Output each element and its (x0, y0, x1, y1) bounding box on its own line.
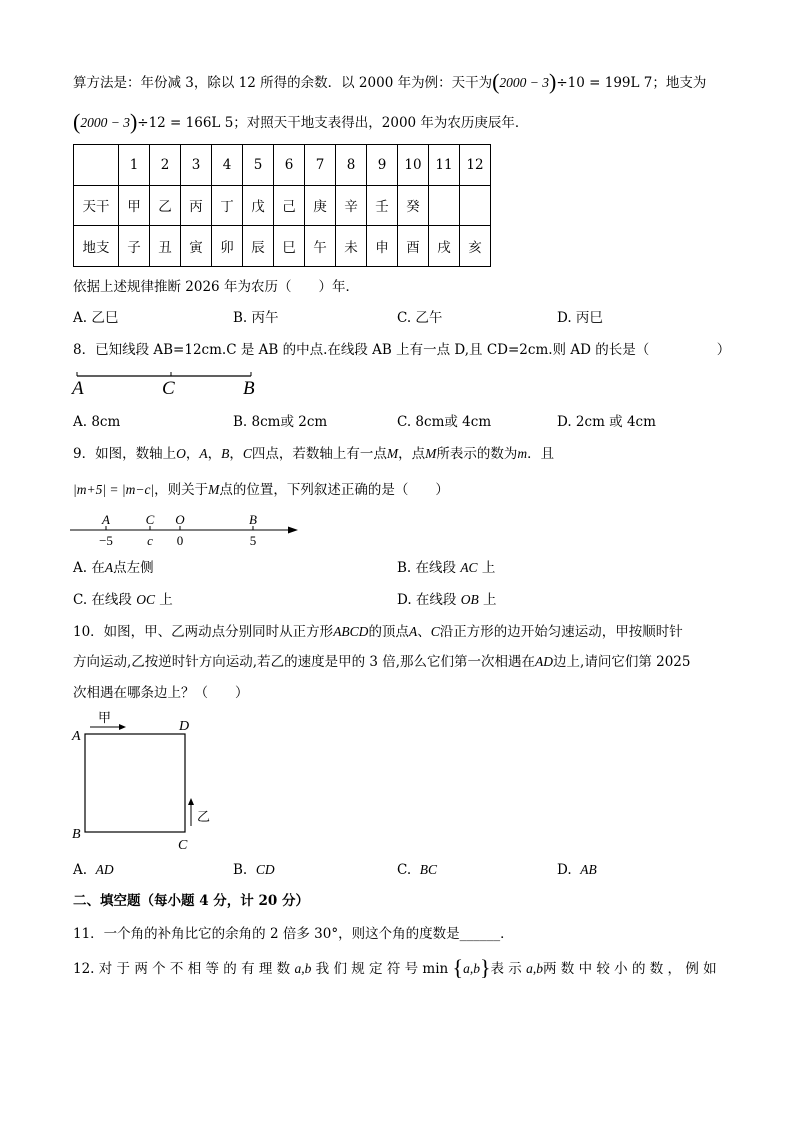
q10-line-1: 10．如图，甲、乙两动点分别同时从正方形ABCD的顶点A、C沿正方形的边开始匀速运动，甲按顺时针 (73, 624, 683, 640)
section-2-heading: 二、填空题（每小题 4 分，计 20 分） (73, 893, 309, 909)
q7-line1-rest: ÷10 = 199L 7；地支为 (556, 75, 707, 91)
q7-line-2: (2000 − 3)÷12 = 166L 5；对照天干地支表得出，2000 年为农历庚辰年． (73, 109, 529, 134)
axis-point-value: 0 (176, 533, 184, 548)
dizhi-cell: 卯 (212, 226, 243, 267)
header-cell: 7 (305, 145, 336, 186)
axis-point-value: −5 (99, 533, 113, 548)
q8-option-a[interactable]: A. 8cm (73, 414, 121, 430)
vertex-a: A (72, 729, 81, 744)
q10-option-b[interactable]: B. CD (233, 862, 275, 878)
q7-option-c[interactable]: C. 乙午 (397, 310, 443, 326)
q7-line1-prefix: 算方法是：年份减 3，除以 12 所得的余数．以 2000 年为例：天干为 (73, 75, 493, 91)
label-a: A (72, 378, 84, 398)
label-c: C (162, 378, 175, 398)
axis-point-letter: B (249, 512, 257, 527)
q7-line2-rest: ÷12 = 166L 5；对照天干地支表得出，2000 年为农历庚辰年． (137, 115, 529, 131)
q10-line-2: 方向运动,乙按逆时针方向运动,若乙的速度是甲的 3 倍,那么它们第一次相遇在AD边上,请问它们第 2025 (73, 654, 691, 670)
axis-point-letter: C (145, 512, 155, 527)
tiangan-cell: 丙 (181, 185, 212, 226)
q8-option-c[interactable]: C. 8cm或 4cm (397, 414, 492, 430)
q10-option-c[interactable]: C. BC (397, 862, 437, 878)
tiangan-cell: 壬 (367, 185, 398, 226)
header-cell: 3 (181, 145, 212, 186)
header-cell: 10 (398, 145, 429, 186)
q9-option-c[interactable]: C. 在线段 OC 上 (73, 592, 173, 608)
header-cell: 8 (336, 145, 367, 186)
header-cell: 5 (243, 145, 274, 186)
tiangan-cell: 癸 (398, 185, 429, 226)
square-abcd (85, 734, 185, 832)
dizhi-cell: 酉 (398, 226, 429, 267)
q7-option-b[interactable]: B. 丙午 (233, 310, 279, 326)
header-cell: 6 (274, 145, 305, 186)
table-row-tiangan (74, 185, 491, 226)
table-row-dizhi (74, 226, 491, 267)
q12-question: 12. 对 于 两 个 不 相 等 的 有 理 数 a,b 我 们 规 定 符 号 min {a,b}表 示 a,b两 数 中 较 小 的 数 ， 例 如 (73, 955, 717, 980)
vertex-c: C (178, 838, 188, 853)
dizhi-cell: 戌 (429, 226, 460, 267)
tiangan-cell: 乙 (150, 185, 181, 226)
tiangan-dizhi-table (73, 144, 491, 267)
tiangan-cell (429, 185, 460, 226)
vertex-b: B (72, 827, 81, 842)
label-yi: 乙 (197, 809, 211, 824)
tiangan-cell: 天干 (74, 185, 119, 226)
dizhi-cell: 寅 (181, 226, 212, 267)
header-cell: 4 (212, 145, 243, 186)
label-jia: 甲 (98, 710, 112, 725)
q10-square-figure (68, 706, 228, 856)
axis-point-value: c (147, 533, 153, 548)
q11-question: 11．一个角的补角比它的余角的 2 倍多 30°，则这个角的度数是______． (73, 926, 514, 942)
dizhi-cell: 未 (336, 226, 367, 267)
header-cell: 9 (367, 145, 398, 186)
tiangan-cell: 丁 (212, 185, 243, 226)
header-cell (74, 145, 119, 186)
q9-abs-expression: |m+5| = |m−c| (73, 482, 155, 497)
q7-option-a[interactable]: A. 乙巳 (73, 310, 119, 326)
axis-point-value: 5 (249, 533, 257, 548)
q7-line1-expr: 2000 − 3 (499, 75, 550, 90)
q10-line-3: 次相遇在哪条边上？（ ） (73, 685, 249, 701)
header-cell: 11 (429, 145, 460, 186)
q9-option-b[interactable]: B. 在线段 AC 上 (397, 560, 496, 576)
dizhi-cell: 申 (367, 226, 398, 267)
tiangan-cell (460, 185, 491, 226)
jia-arrow-icon (119, 724, 126, 730)
q10-option-a[interactable]: A. AD (73, 862, 114, 878)
axis-arrow-icon (288, 527, 298, 534)
header-cell: 2 (150, 145, 181, 186)
dizhi-cell: 地支 (74, 226, 119, 267)
q8-option-b[interactable]: B. 8cm或 2cm (233, 414, 328, 430)
tiangan-cell: 辛 (336, 185, 367, 226)
dizhi-cell: 亥 (460, 226, 491, 267)
dizhi-cell: 午 (305, 226, 336, 267)
dizhi-cell: 丑 (150, 226, 181, 267)
axis-point-letter: A (102, 512, 110, 527)
header-cell: 1 (119, 145, 150, 186)
q9-number-line (70, 510, 305, 550)
dizhi-cell: 子 (119, 226, 150, 267)
q7-line2-expr: 2000 − 3 (80, 115, 130, 130)
axis-point-letter: O (175, 512, 185, 527)
tiangan-cell: 己 (274, 185, 305, 226)
dizhi-cell: 辰 (243, 226, 274, 267)
label-b: B (243, 378, 255, 398)
q8-segment-figure (68, 368, 268, 398)
q10-option-d[interactable]: D. AB (557, 862, 597, 878)
q8-option-d[interactable]: D. 2cm 或 4cm (557, 414, 656, 430)
table-header-row (74, 145, 491, 186)
dizhi-cell: 巳 (274, 226, 305, 267)
q7-question: 依据上述规律推断 2026 年为农历（ ）年． (73, 279, 359, 295)
q9-line-1: 9．如图，数轴上O，A，B，C四点，若数轴上有一点M，点M所表示的数为m．且 (73, 446, 555, 462)
q7-line-1: 算方法是：年份减 3，除以 12 所得的余数．以 2000 年为例：天干为(2000 − 3)÷10 = 199L 7；地支为 (73, 69, 707, 94)
tiangan-cell: 戊 (243, 185, 274, 226)
q9-line-2: |m+5| = |m−c|，则关于M点的位置，下列叙述正确的是（ ） (73, 482, 449, 498)
q7-option-d[interactable]: D. 丙巳 (557, 310, 603, 326)
q8-question: 8．已知线段 AB=12cm.C 是 AB 的中点.在线段 AB 上有一点 D,且 CD=2cm.则 AD 的长是（ ） (73, 342, 731, 358)
header-cell: 12 (460, 145, 491, 186)
vertex-d: D (179, 719, 190, 734)
tiangan-cell: 甲 (119, 185, 150, 226)
q9-option-d[interactable]: D. 在线段 OB 上 (397, 592, 497, 608)
q9-option-a[interactable]: A. 在A点左侧 (73, 560, 154, 576)
yi-arrow-icon (188, 798, 194, 805)
tiangan-cell: 庚 (305, 185, 336, 226)
